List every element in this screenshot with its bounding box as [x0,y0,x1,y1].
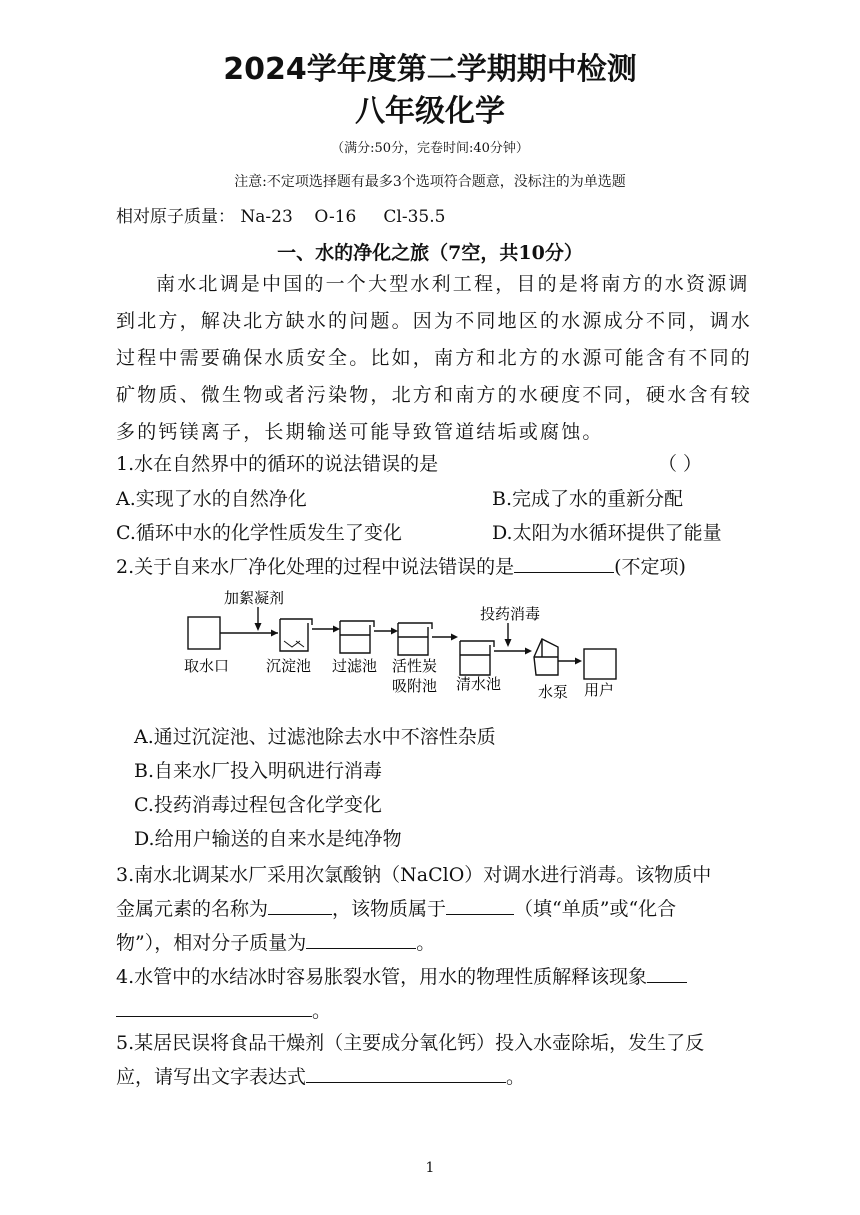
q5-end: 。 [506,1066,526,1088]
stage-carbon-label: 活性炭 [392,657,438,675]
q5-equation-blank[interactable] [306,1064,506,1083]
q1-option-b[interactable]: B.完成了水的重新分配 [492,488,684,510]
q3-text-e: 。 [416,932,436,954]
q5-line2 [116,1062,525,1089]
q5-line1: 5.某居民误将食品干燥剂（主要成分氧化钙）投入水壶除垢，发生了反 [116,1032,705,1054]
score-info: （满分:50分，完卷时间:40分钟） [331,141,529,156]
q4-answer-blank-1[interactable] [647,964,687,983]
atomic-mass-o: O-16 [314,207,357,227]
intro-paragraph: 南水北调是中国的一个大型水利工程，目的是将南方的水资源调到北方，解决北方缺水的问题。因为不同地区的水源成分不同，调水过程中需要确保水质安全。比如，南方和北方的水源可能含有不同的矿物质、微生物或者污染物，北方和南方的水硬度不同，硬水含有较多的钙镁离子，长期输送可能导致管道结垢或腐蚀。 [116,273,753,443]
q4-line2 [116,996,331,1023]
disinfect-label: 投药消毒 [480,605,541,623]
stage-filter-label: 过滤池 [332,657,378,675]
q2-answer-blank[interactable] [514,554,614,573]
exam-title: 2024学年度第二学期期中检测 [223,52,637,87]
q5-text: 应，请写出文字表达式 [116,1066,307,1088]
coagulant-label: 加絮凝剂 [224,589,285,607]
q3-metal-name-blank[interactable] [268,896,332,915]
q4-answer-blank-2[interactable] [116,998,312,1017]
stage-intake-label: 取水口 [184,657,230,675]
q1-option-c[interactable]: C.循环中水的化学性质发生了变化 [116,522,402,544]
stage-clear-water-label: 清水池 [456,675,502,693]
q4-line1 [116,962,687,989]
stage-pump-label: 水泵 [538,683,569,701]
q1-option-a[interactable]: A.实现了水的自然净化 [116,488,307,510]
atomic-mass-cl: Cl-35.5 [383,207,446,227]
q1-option-d[interactable]: D.太阳为水循环提供了能量 [492,522,722,544]
q3-line1: 3.南水北调某水厂采用次氯酸钠（NaClO）对调水进行消毒。该物质中 [116,864,712,886]
q2-option-c[interactable]: C.投药消毒过程包含化学变化 [134,794,382,816]
q3-molecular-mass-blank[interactable] [306,930,416,949]
filter-tank [340,621,374,653]
exam-subtitle: 八年级化学 [355,94,505,129]
atomic-mass-na: Na-23 [240,207,293,227]
q4-end: 。 [312,1000,332,1022]
page-number: 1 [425,1160,435,1176]
sedimentation-tank [280,619,312,651]
q2-tail: (不定项) [614,556,686,578]
q2-option-b[interactable]: B.自来水厂投入明矾进行消毒 [134,760,383,782]
carbon-adsorption-tank [398,623,432,655]
water-treatment-diagram [180,585,630,710]
q3-text-a: 金属元素的名称为 [116,898,269,920]
q4-stem: 4.水管中的水结冰时容易胀裂水管，用水的物理性质解释该现象 [116,966,648,988]
intake-box [188,617,220,649]
q3-type-blank[interactable] [446,896,514,915]
user-box [584,649,616,679]
q2-line [116,552,686,579]
stage-sedimentation-label: 沉淀池 [266,657,312,675]
q3-text-b: ，该物质属于 [332,898,447,920]
atomic-mass-line [116,202,445,227]
notice: 注意:不定项选择题有最多3个选项符合题意，没标注的为单选题 [234,174,626,190]
section-heading: 一、水的净化之旅（7空，共10分） [277,242,583,264]
atomic-mass-label: 相对原子质量： [116,207,235,227]
stage-adsorption-label: 吸附池 [392,677,438,695]
q2-option-a[interactable]: A.通过沉淀池、过滤池除去水中不溶性杂质 [134,726,496,748]
q2-stem: 2.关于自来水厂净化处理的过程中说法错误的是 [116,556,515,578]
q3-text-d: 物”），相对分子质量为 [116,932,307,954]
q3-text-c: （填“单质”或“化合 [514,898,677,920]
clear-water-tank [460,641,494,675]
q1-stem: 1.水在自然界中的循环的说法错误的是 [116,453,439,475]
stage-user-label: 用户 [584,681,615,699]
q3-line2 [116,894,676,921]
q3-line3 [116,928,435,955]
q2-option-d[interactable]: D.给用户输送的自来水是纯净物 [134,828,402,850]
q1-answer-bracket[interactable]: （ ） [658,453,703,475]
